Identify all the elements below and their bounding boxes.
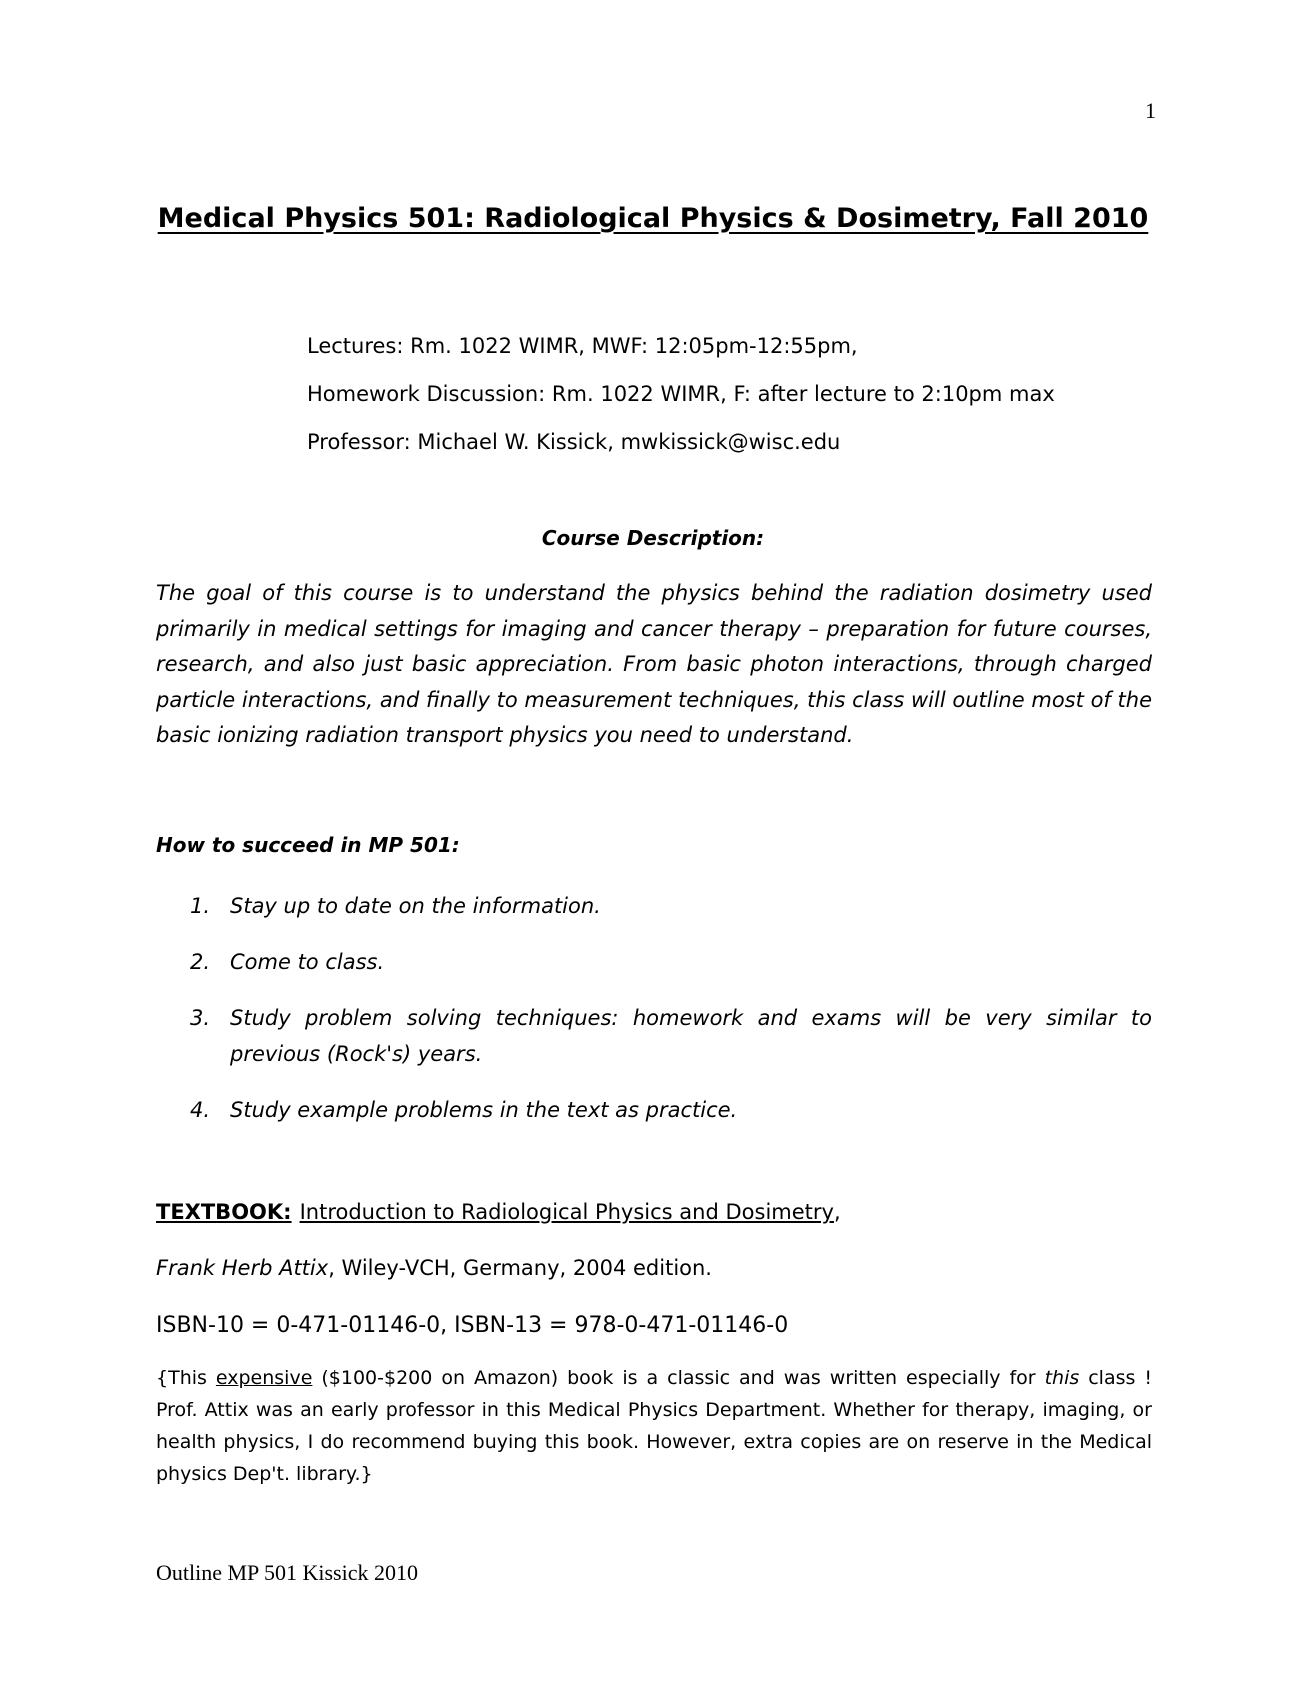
note-part-3: class ! Prof. Attix was an early professor in this Medical Physics Department. Whether for therapy, imaging, or health physics, I do recommend buying this book. However, extra copies are on reserve in the Medical physics Dep't. library.} [156, 1367, 1152, 1485]
list-item-number: 4. [190, 1098, 211, 1122]
textbook-label: TEXTBOOK: [156, 1200, 292, 1224]
page-footer: Outline MP 501 Kissick 2010 [156, 1560, 418, 1585]
textbook-publisher: , Wiley-VCH, Germany, 2004 edition. [328, 1256, 712, 1280]
course-info [307, 322, 1055, 466]
textbook-author: Frank Herb Attix [156, 1256, 329, 1280]
list-item [190, 1092, 1152, 1128]
list-item [190, 1000, 1152, 1072]
professor-line: Professor: Michael W. Kissick, mwkissick@wisc.edu [307, 430, 841, 454]
list-item-text: Study problem solving techniques: homework and exams will be very similar to previous (Rock's) years. [230, 1006, 1152, 1066]
course-description-text: The goal of this course is to understand the physics behind the radiation dosimetry used primarily in medical settings for imaging and cancer therapy – preparation for future courses, research, and also just basic appreciation. From basic photon interactions, through charged particle interactions, and finally to measurement techniques, this class will outline most of the basic ionizing radiation transport physics you need to understand. [156, 581, 1152, 747]
textbook-isbn: ISBN-10 = 0-471-01146-0, ISBN-13 = 978-0-471-01146-0 [156, 1313, 789, 1338]
note-this: this [1044, 1367, 1080, 1389]
document-title-text: Medical Physics 501: Radiological Physics & Dosimetry, Fall 2010 [157, 203, 1149, 234]
textbook-title-suffix: , [833, 1200, 841, 1224]
note-part-2: ($100-$200 on Amazon) book is a classic and was written especially for [312, 1367, 1045, 1389]
list-item-number: 3. [190, 1006, 211, 1030]
course-description-heading: Course Description: [541, 526, 765, 550]
list-item-text: Stay up to date on the information. [230, 894, 601, 918]
how-to-succeed-heading: How to succeed in MP 501: [156, 833, 460, 857]
textbook-author-line [156, 1256, 712, 1280]
textbook-note [156, 1362, 1152, 1490]
list-item [190, 888, 1152, 924]
list-item-number: 2. [190, 950, 211, 974]
note-part-1: {This [156, 1367, 216, 1389]
list-item-text: Study example problems in the text as practice. [230, 1098, 738, 1122]
list-item [190, 944, 1152, 980]
document-title [0, 203, 1306, 234]
page-number: 1 [1145, 98, 1156, 123]
list-item-text: Come to class. [230, 950, 385, 974]
note-expensive: expensive [215, 1367, 313, 1389]
success-list [190, 888, 1152, 1148]
homework-discussion-line: Homework Discussion: Rm. 1022 WIMR, F: after lecture to 2:10pm max [307, 382, 1055, 406]
list-item-number: 1. [190, 894, 211, 918]
textbook-line [156, 1200, 841, 1224]
lectures-line: Lectures: Rm. 1022 WIMR, MWF: 12:05pm-12:55pm, [307, 334, 858, 358]
textbook-title: Introduction to Radiological Physics and Dosimetry [299, 1200, 834, 1224]
